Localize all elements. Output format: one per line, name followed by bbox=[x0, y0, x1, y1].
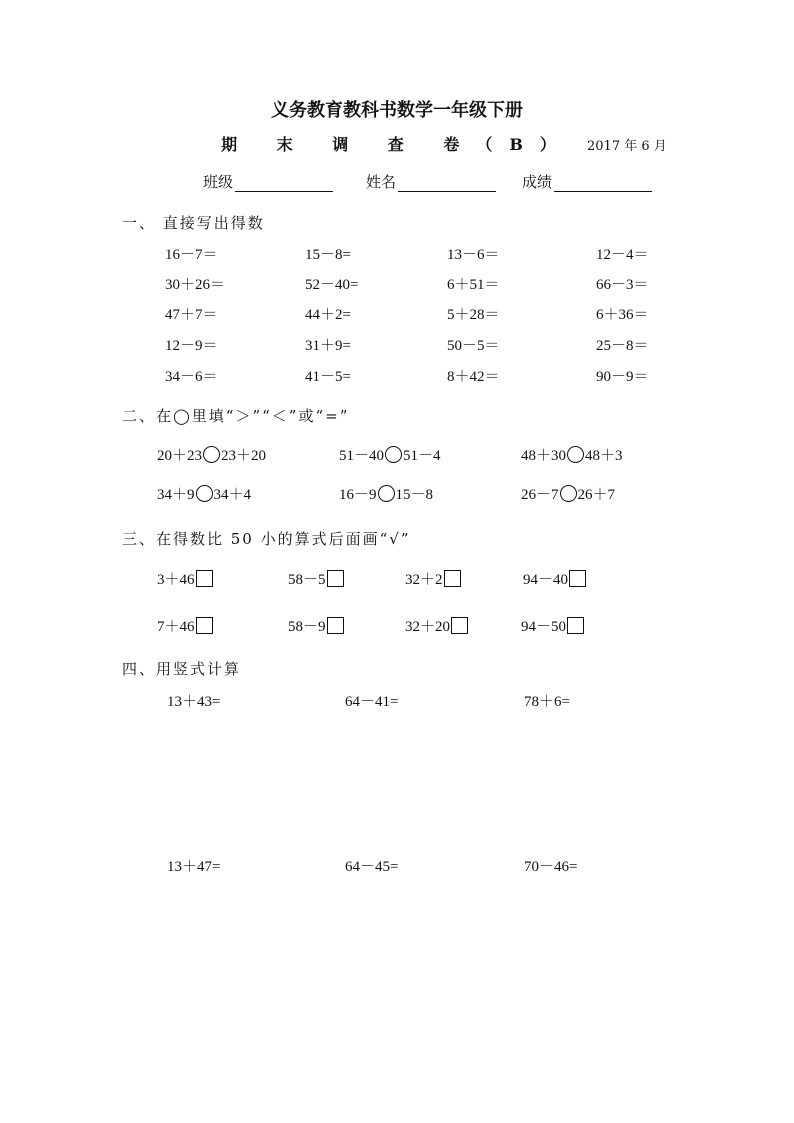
compare-item bbox=[521, 444, 623, 465]
problem: 44＋2= bbox=[305, 307, 351, 323]
vertical-calc-problem: 13＋47= bbox=[167, 859, 221, 875]
vertical-calc-problem: 64－45= bbox=[345, 859, 399, 875]
check-item bbox=[521, 615, 584, 636]
vertical-calc-problem: 78＋6= bbox=[524, 694, 570, 710]
vertical-calc-problem: 13＋43= bbox=[167, 694, 221, 710]
score-blank-line bbox=[554, 175, 652, 192]
problem: 34－6＝ bbox=[165, 369, 218, 385]
name-label: 姓名 bbox=[366, 173, 397, 191]
answer-circle[interactable] bbox=[196, 485, 213, 502]
compare-item bbox=[157, 444, 266, 465]
answer-box[interactable] bbox=[196, 570, 213, 587]
check-item bbox=[288, 568, 344, 589]
problem: 12－4＝ bbox=[596, 247, 649, 263]
check-item bbox=[288, 615, 344, 636]
problem: 30＋26＝ bbox=[165, 277, 226, 293]
compare-left: 16－9 bbox=[339, 487, 377, 503]
check-item bbox=[157, 568, 213, 589]
section2-heading: 二、在◯里填“＞”“＜”或“=” bbox=[122, 407, 350, 425]
compare-item bbox=[339, 444, 441, 465]
problem: 15－8= bbox=[305, 247, 351, 263]
worksheet-title: 义务教育教科书数学一年级下册 bbox=[271, 100, 523, 121]
check-item bbox=[523, 568, 586, 589]
problem: 6＋36＝ bbox=[596, 307, 649, 323]
exam-subtitle: 期 末 调 查 卷（B） bbox=[221, 135, 573, 154]
answer-circle[interactable] bbox=[560, 485, 577, 502]
answer-box[interactable] bbox=[569, 570, 586, 587]
section4-heading: 四、用竖式计算 bbox=[122, 660, 242, 678]
vertical-calc-problem: 64－41= bbox=[345, 694, 399, 710]
answer-circle[interactable] bbox=[203, 446, 220, 463]
problem: 31＋9= bbox=[305, 338, 351, 354]
class-label: 班级 bbox=[203, 173, 234, 191]
problem: 52－40= bbox=[305, 277, 359, 293]
problem: 13－6＝ bbox=[447, 247, 500, 263]
problem: 50－5＝ bbox=[447, 338, 500, 354]
score-label: 成绩 bbox=[522, 173, 553, 191]
answer-box[interactable] bbox=[196, 617, 213, 634]
compare-right: 48＋3 bbox=[585, 448, 623, 464]
check-expression: 58－5 bbox=[288, 572, 326, 588]
compare-right: 26＋7 bbox=[577, 487, 616, 503]
exam-date: 2017 年 6 月 bbox=[587, 139, 667, 154]
check-item bbox=[157, 615, 213, 636]
problem: 5＋28＝ bbox=[447, 307, 500, 323]
class-field[interactable] bbox=[203, 171, 333, 192]
answer-box[interactable] bbox=[327, 570, 344, 587]
compare-left: 20＋23 bbox=[157, 448, 203, 464]
answer-box[interactable] bbox=[451, 617, 468, 634]
section1-heading: 一、 直接写出得数 bbox=[122, 214, 265, 232]
check-expression: 94－50 bbox=[521, 619, 567, 635]
answer-circle[interactable] bbox=[567, 446, 584, 463]
problem: 41－5= bbox=[305, 369, 351, 385]
check-expression: 3＋46 bbox=[157, 572, 195, 588]
problem: 6＋51＝ bbox=[447, 277, 500, 293]
class-blank-line bbox=[235, 175, 333, 192]
compare-left: 48＋30 bbox=[521, 448, 567, 464]
problem: 47＋7＝ bbox=[165, 307, 218, 323]
answer-circle[interactable] bbox=[385, 446, 402, 463]
vertical-calc-problem: 70－46= bbox=[524, 859, 578, 875]
name-blank-line bbox=[398, 175, 496, 192]
name-field[interactable] bbox=[366, 171, 496, 192]
check-expression: 7＋46 bbox=[157, 619, 195, 635]
compare-item bbox=[157, 483, 251, 504]
compare-left: 34＋9 bbox=[157, 487, 195, 503]
compare-right: 15－8 bbox=[395, 487, 434, 503]
problem: 12－9＝ bbox=[165, 338, 218, 354]
answer-box[interactable] bbox=[444, 570, 461, 587]
compare-item bbox=[339, 483, 433, 504]
answer-box[interactable] bbox=[567, 617, 584, 634]
problem: 90－9＝ bbox=[596, 369, 649, 385]
compare-right: 23＋20 bbox=[221, 448, 267, 464]
problem: 16－7＝ bbox=[165, 247, 218, 263]
problem: 8＋42＝ bbox=[447, 369, 500, 385]
compare-right: 51－4 bbox=[403, 448, 441, 464]
compare-left: 26－7 bbox=[521, 487, 559, 503]
answer-box[interactable] bbox=[327, 617, 344, 634]
compare-left: 51－40 bbox=[339, 448, 385, 464]
check-expression: 32＋2 bbox=[405, 572, 443, 588]
check-expression: 94－40 bbox=[523, 572, 569, 588]
check-expression: 32＋20 bbox=[405, 619, 451, 635]
score-field[interactable] bbox=[522, 171, 652, 192]
compare-item bbox=[521, 483, 615, 504]
problem: 25－8＝ bbox=[596, 338, 649, 354]
section3-heading: 三、在得数比 50 小的算式后面画“√” bbox=[122, 530, 411, 548]
compare-right: 34＋4 bbox=[213, 487, 252, 503]
check-expression: 58－9 bbox=[288, 619, 326, 635]
check-item bbox=[405, 568, 461, 589]
answer-circle[interactable] bbox=[378, 485, 395, 502]
check-item bbox=[405, 615, 468, 636]
problem: 66－3＝ bbox=[596, 277, 649, 293]
